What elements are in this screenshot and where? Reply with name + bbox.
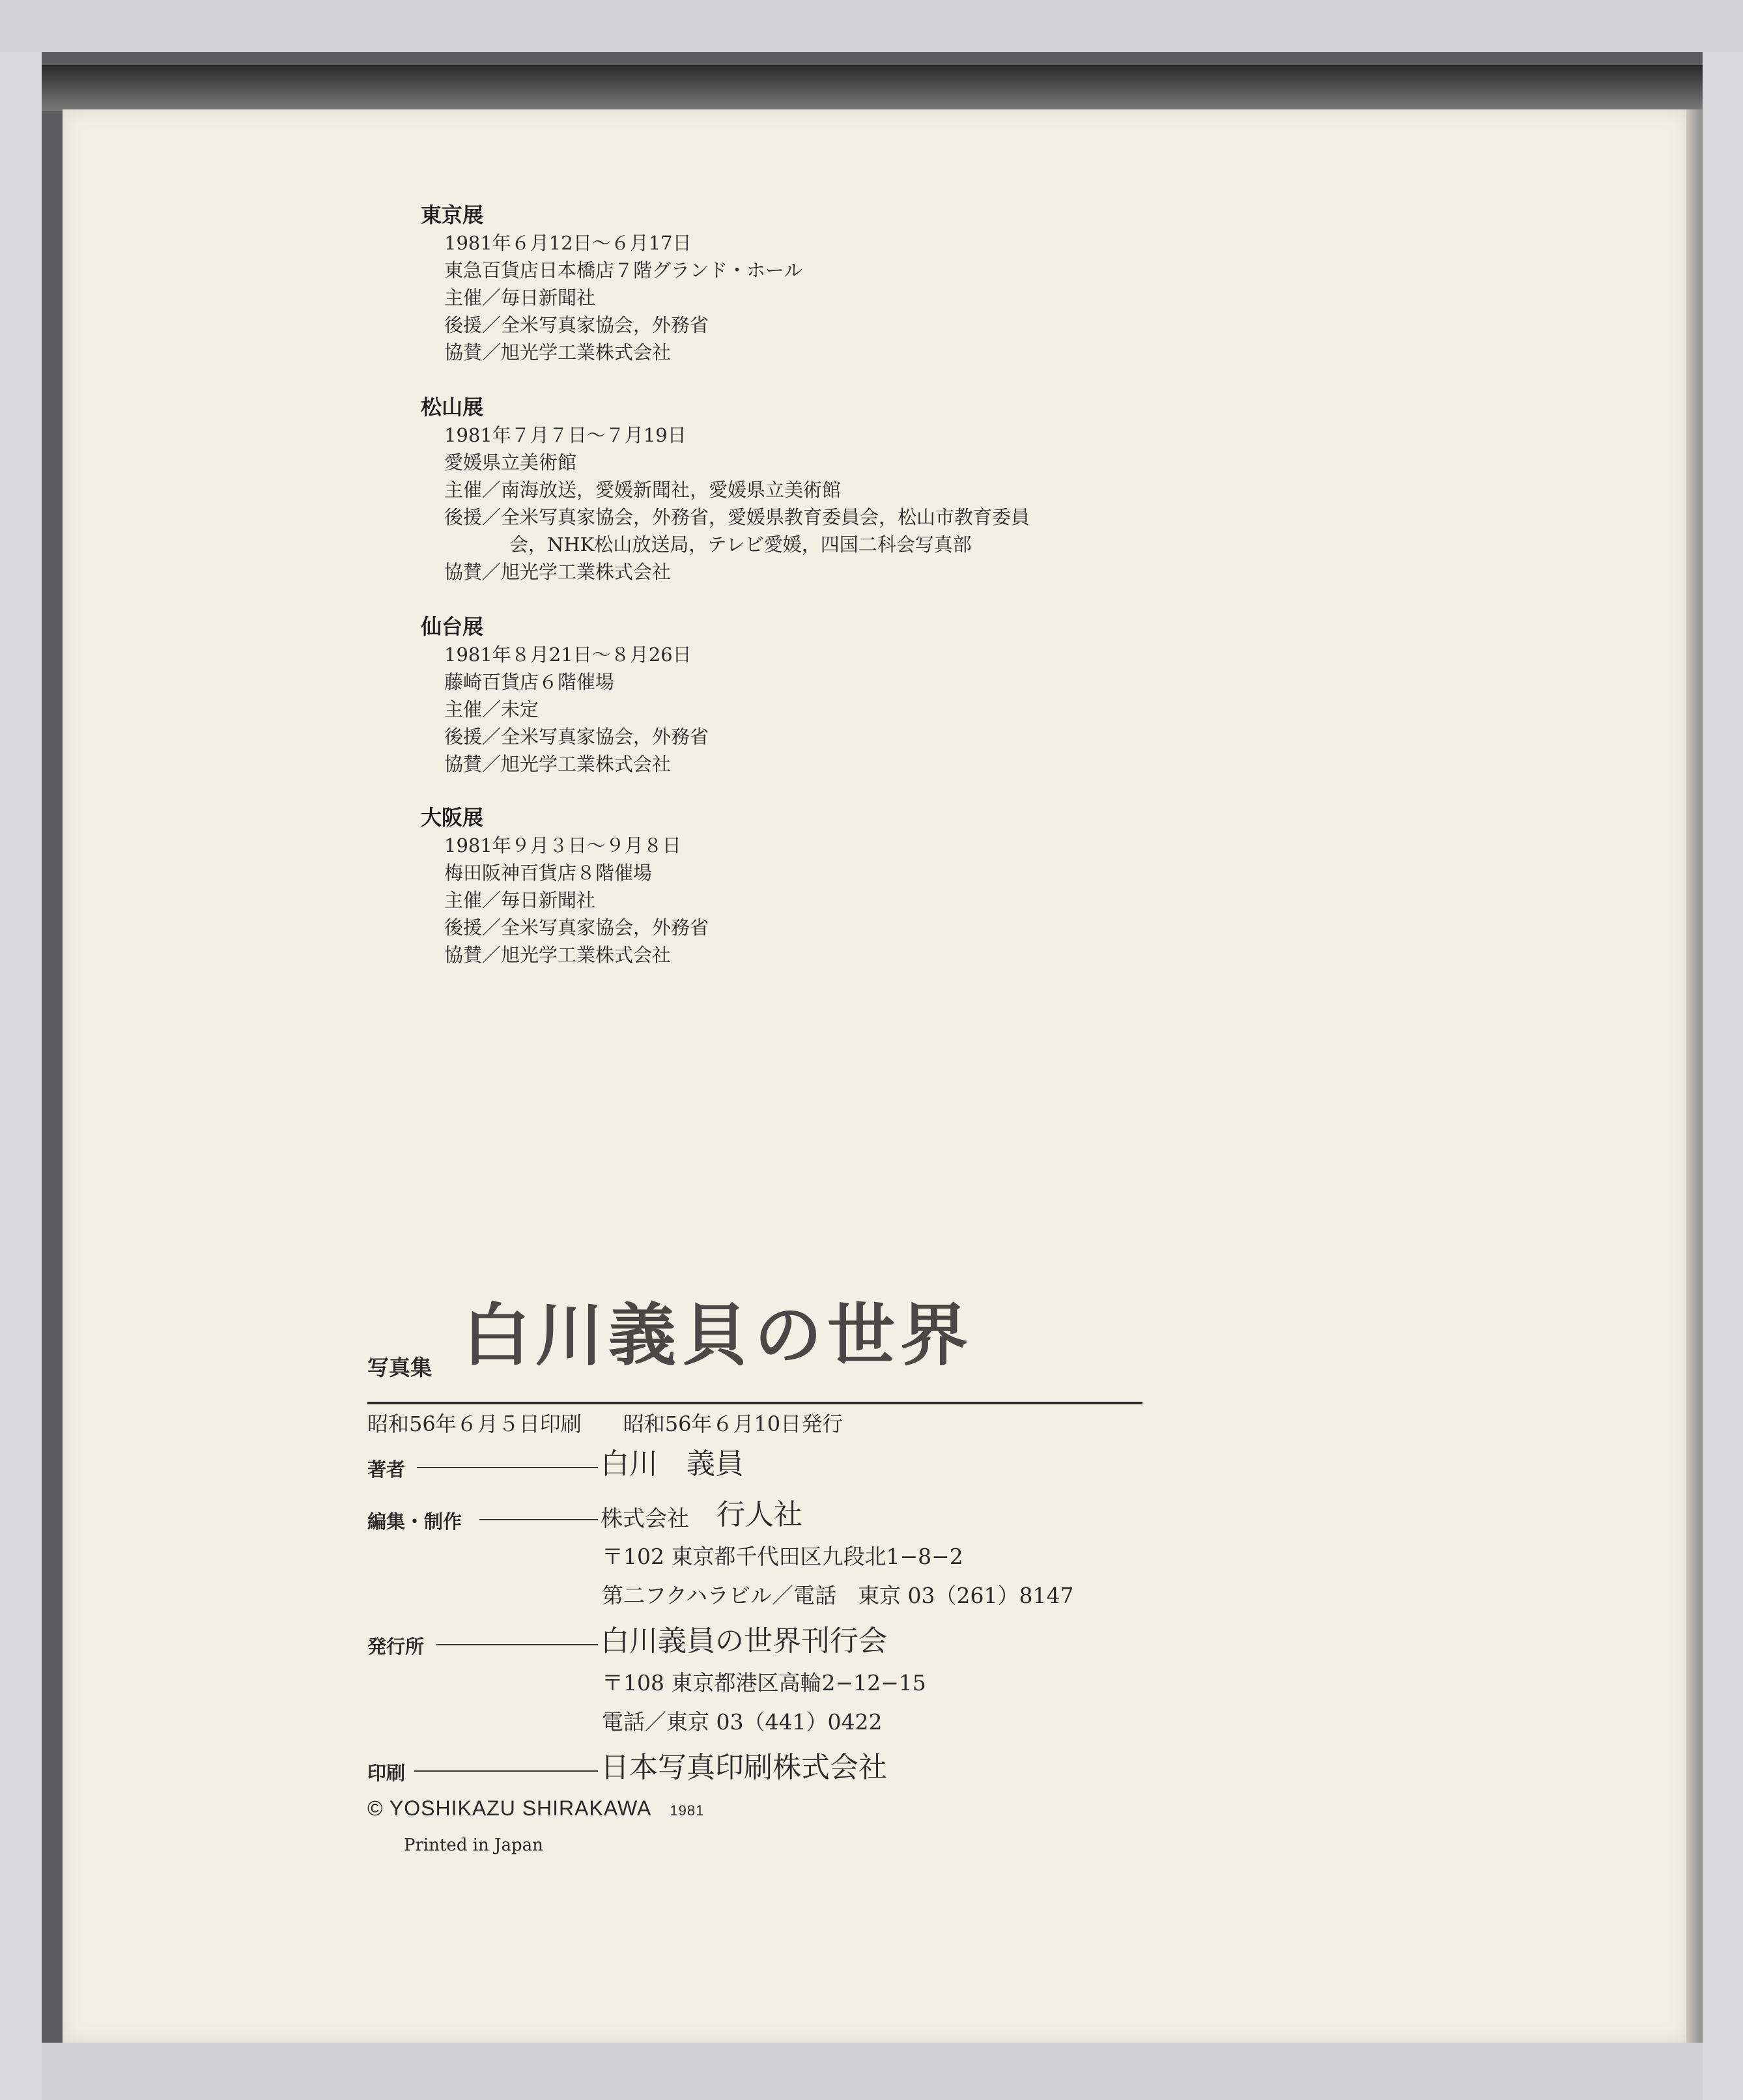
leader-line <box>436 1644 598 1645</box>
exhibition-support: 後援／全米写真家協会，外務省 <box>444 314 709 336</box>
publisher-label: 発行所 <box>367 1636 425 1658</box>
exhibition-title: 仙台展 <box>421 614 484 639</box>
editor-company-type: 株式会社 <box>601 1506 689 1532</box>
exhibition-support: 後援／全米写真家協会，外務省 <box>444 726 709 748</box>
exhibition-dates: 1981年９月３日～９月８日 <box>444 834 681 857</box>
editor-label: 編集・制作 <box>367 1511 462 1533</box>
editor-name: 行人社 <box>716 1498 802 1531</box>
publisher-phone: 電話／東京 03（441）0422 <box>602 1709 883 1735</box>
publisher-address: 〒108 東京都港区高輪2−12−15 <box>602 1670 926 1696</box>
exhibition-support: 後援／全米写真家協会，外務省，愛媛県教育委員会，松山市教育委員 <box>444 506 1030 528</box>
exhibition-organizer: 主催／未定 <box>444 698 539 720</box>
exhibition-osaka <box>421 803 709 969</box>
exhibition-sponsor: 協賛／旭光学工業株式会社 <box>444 944 672 966</box>
exhibition-support-continued: 会，NHK松山放送局，テレビ愛媛，四国二科会写真部 <box>509 533 972 556</box>
exhibition-dates: 1981年７月７日～７月19日 <box>444 424 687 446</box>
leader-line <box>417 1467 598 1468</box>
print-date: 昭和56年６月５日印刷 昭和56年６月10日発行 <box>367 1412 843 1436</box>
exhibition-sponsor: 協賛／旭光学工業株式会社 <box>444 341 672 363</box>
publisher-name: 白川義員の世界刊行会 <box>601 1625 887 1658</box>
title-prefix: 写真集 <box>367 1355 432 1380</box>
exhibition-sponsor: 協賛／旭光学工業株式会社 <box>444 561 672 583</box>
exhibition-dates: 1981年６月12日～６月17日 <box>444 232 692 254</box>
title-rule <box>367 1402 1142 1404</box>
exhibition-sendai <box>421 612 709 778</box>
backdrop-bottom <box>42 2043 1703 2100</box>
page-right-edge <box>1686 109 1703 2043</box>
editor-phone: 第二フクハラビル／電話 東京 03（261）8147 <box>602 1583 1074 1608</box>
exhibition-organizer: 主催／毎日新聞社 <box>444 889 596 911</box>
copyright-holder: © YOSHIKAZU SHIRAKAWA <box>367 1796 652 1820</box>
copyright-year: 1981 <box>670 1802 705 1819</box>
exhibition-venue: 東急百貨店日本橋店７階グランド・ホール <box>444 259 803 281</box>
exhibition-title: 松山展 <box>421 395 484 419</box>
exhibition-venue: 梅田阪神百貨店８階催場 <box>444 862 653 884</box>
exhibition-dates: 1981年８月21日～８月26日 <box>444 644 692 666</box>
exhibition-venue: 藤崎百貨店６階催場 <box>444 671 615 693</box>
backdrop-top <box>0 0 1743 52</box>
exhibition-venue: 愛媛県立美術館 <box>444 451 577 474</box>
book-title-row <box>365 1296 1146 1381</box>
exhibition-title: 東京展 <box>421 203 484 227</box>
exhibition-title: 大阪展 <box>421 805 484 830</box>
leader-line <box>479 1519 598 1520</box>
book-title: 白川義貝の世界 <box>462 1295 974 1375</box>
exhibition-organizer: 主催／南海放送，愛媛新聞社，愛媛県立美術館 <box>444 479 842 501</box>
editor-address: 〒102 東京都千代田区九段北1−8−2 <box>602 1544 963 1569</box>
leader-line <box>414 1770 598 1772</box>
printed-in-japan: Printed in Japan <box>404 1836 543 1855</box>
exhibition-organizer: 主催／毎日新聞社 <box>444 287 596 309</box>
printer-label: 印刷 <box>367 1762 406 1784</box>
book-top-shadow <box>42 65 1703 111</box>
copyright <box>367 1796 704 1821</box>
printer-name: 日本写真印刷株式会社 <box>601 1751 887 1784</box>
book-page <box>63 109 1688 2043</box>
author-label: 著者 <box>367 1458 406 1481</box>
author-name: 白川 義員 <box>601 1447 744 1481</box>
exhibition-sponsor: 協賛／旭光学工業株式会社 <box>444 753 672 775</box>
exhibition-tokyo <box>421 201 802 366</box>
exhibition-support: 後援／全米写真家協会，外務省 <box>444 916 709 939</box>
exhibition-matsuyama <box>421 393 1030 586</box>
